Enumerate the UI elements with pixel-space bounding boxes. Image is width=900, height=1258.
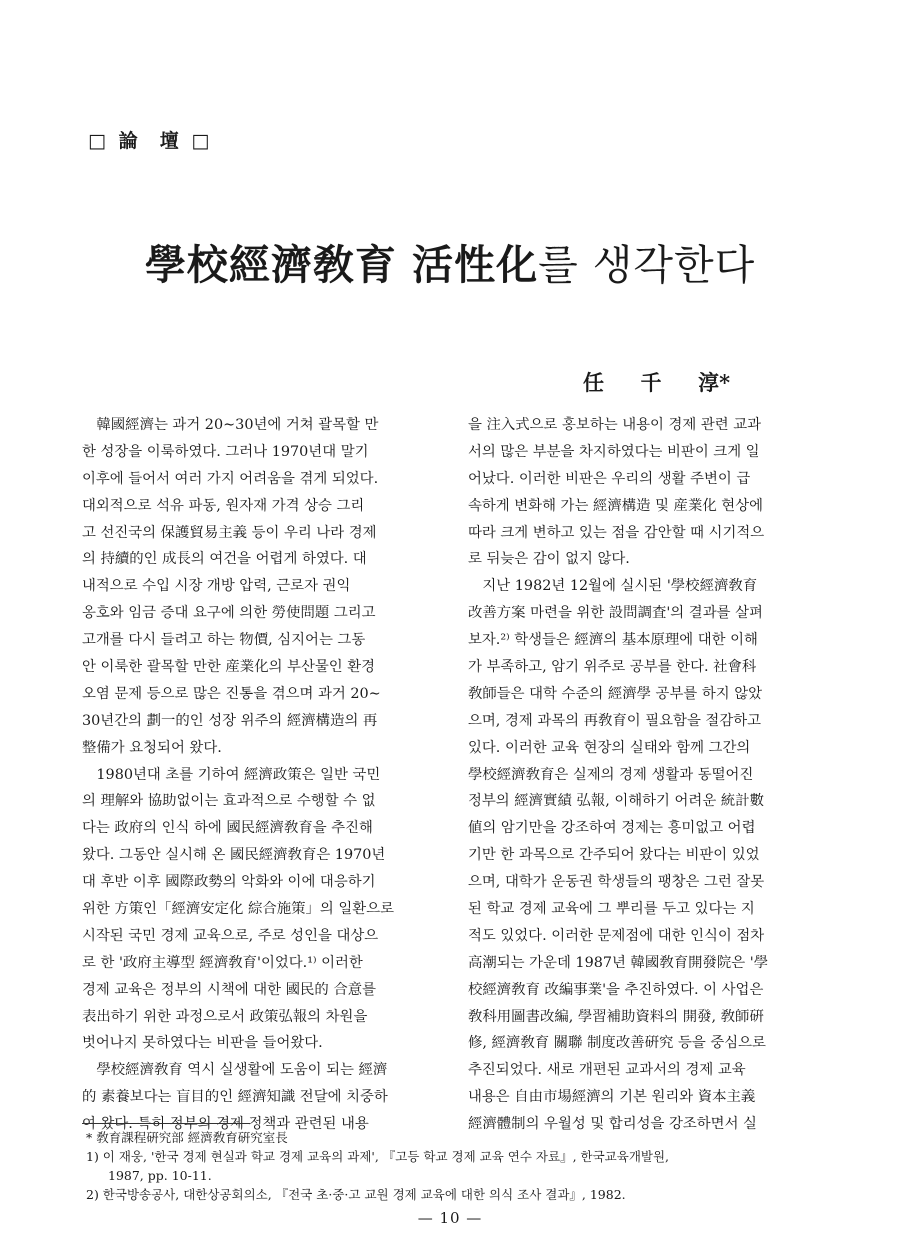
body-text-line: 서의 많은 부분을 차지하였다는 비판이 크게 일 bbox=[468, 443, 760, 460]
body-text-line: 있다. 이러한 교육 현장의 실태와 함께 그간의 bbox=[468, 739, 751, 756]
body-text-line: 경제 교육은 정부의 시책에 대한 國民的 合意를 bbox=[82, 981, 377, 998]
article-title-hanja: 學校經濟敎育 活性化 bbox=[144, 241, 539, 289]
body-text-line: 이후에 들어서 여러 가지 어려움을 겪게 되었다. bbox=[82, 470, 379, 487]
right-column bbox=[468, 412, 824, 1138]
body-text-line: 로 뒤늦은 감이 없지 않다. bbox=[468, 551, 630, 568]
article-title-hangul: 를 생각한다 bbox=[538, 241, 756, 289]
footnote-line: * 敎育課程硏究部 經濟敎育硏究室長 bbox=[86, 1130, 288, 1145]
body-text-line: 지난 1982년 12월에 실시된 '學校經濟敎育 bbox=[482, 578, 758, 595]
body-text-line: 의 理解와 協助없이는 효과적으로 수행할 수 없 bbox=[82, 793, 376, 810]
body-text-line: 내용은 自由市場經濟의 기본 원리와 資本主義 bbox=[468, 1089, 756, 1106]
body-text-line: 改善方案 마련을 위한 設問調査'의 결과를 살펴 bbox=[468, 605, 763, 622]
body-text-line: 적도 있었다. 이러한 문제점에 대한 인식이 점차 bbox=[468, 927, 765, 944]
footnotes bbox=[86, 1128, 846, 1204]
body-text-line: 대외적으로 석유 파동, 원자재 가격 상승 그리 bbox=[82, 497, 365, 514]
body-text-line: 따라 크게 변하고 있는 점을 감안할 때 시기적으 bbox=[468, 524, 765, 541]
body-text-line: 을 注入式으로 홍보하는 내용이 경제 관련 교과 bbox=[468, 417, 762, 433]
body-text-line: 學校經濟敎育은 실제의 경제 생활과 동떨어진 bbox=[468, 766, 754, 783]
body-text-line: 정부의 經濟實績 弘報, 이해하기 어려운 統計數 bbox=[468, 793, 764, 810]
page-number: — 10 — bbox=[417, 1209, 483, 1227]
body-text-line: 로 한 '政府主導型 經濟敎育'이었다.¹⁾ 이러한 bbox=[82, 954, 363, 971]
body-text-line: 어났다. 이러한 비판은 우리의 생활 주변이 급 bbox=[468, 470, 751, 487]
body-text-line: 高潮되는 가운데 1987년 韓國敎育開發院은 '學 bbox=[468, 954, 769, 971]
left-column bbox=[82, 412, 438, 1138]
body-text-line: 시작된 국민 경제 교육으로, 주로 성인을 대상으 bbox=[82, 927, 379, 944]
body-text-line: 보자.²⁾ 학생들은 經濟의 基本原理에 대한 이해 bbox=[468, 632, 758, 649]
footnote-line: 2) 한국방송공사, 대한상공회의소, 『전국 초·중·고 교원 경제 교육에 대한 의식 조사 결과』, 1982. bbox=[86, 1187, 626, 1202]
body-text-line: 整備가 요청되어 왔다. bbox=[82, 739, 222, 756]
footnote-line: 1987, pp. 10-11. bbox=[108, 1168, 212, 1183]
body-text-line: 고개를 다시 들려고 하는 物價, 심지어는 그동 bbox=[82, 632, 366, 649]
body-text-line: 가 부족하고, 암기 위주로 공부를 한다. 社會科 bbox=[468, 659, 757, 676]
body-text-line: 經濟體制의 우월성 및 합리성을 강조하면서 실 bbox=[468, 1116, 757, 1133]
body-text-line: 學校經濟敎育 역시 실생활에 도움이 되는 經濟 bbox=[96, 1062, 388, 1079]
body-text-line: 추진되었다. 새로 개편된 교과서의 경제 교육 bbox=[468, 1062, 746, 1079]
body-text-line: 韓國經濟는 과거 20∼30년에 거쳐 괄목할 만 bbox=[96, 417, 379, 433]
body-text-line: 으며, 경제 과목의 再敎育이 필요함을 절감하고 bbox=[468, 712, 762, 729]
author-name: 任 千 淳* bbox=[583, 370, 731, 395]
body-text-line: 한 성장을 이룩하였다. 그러나 1970년대 말기 bbox=[82, 443, 369, 460]
body-text-line: 敎師들은 대학 수준의 經濟學 공부를 하지 않았 bbox=[468, 685, 763, 702]
body-text-line: 여 왔다. 특히 정부의 경제 정책과 관련된 내용 bbox=[82, 1116, 369, 1133]
body-text-line: 的 素養보다는 盲目的인 經濟知識 전달에 치중하 bbox=[82, 1089, 388, 1106]
body-text-line: 校經濟敎育 改編事業'을 추진하였다. 이 사업은 bbox=[468, 981, 764, 998]
body-text-line: 속하게 변화해 가는 經濟構造 및 産業化 현상에 bbox=[468, 497, 763, 514]
body-text-line: 대 후반 이후 國際政勢의 악화와 이에 대응하기 bbox=[82, 874, 376, 891]
body-text-line: 기만 한 과목으로 간주되어 왔다는 비판이 있었 bbox=[468, 847, 760, 864]
footnote-line: 1) 이 재웅, '한국 경제 현실과 학교 경제 교육의 과제', 『고등 학교 경제 교육 연수 자료』, 한국교육개발원, bbox=[86, 1149, 670, 1164]
body-text-line: 다는 政府의 인식 하에 國民經濟敎育을 추진해 bbox=[82, 820, 373, 837]
body-text-line: 내적으로 수입 시장 개방 압력, 근로자 권익 bbox=[82, 578, 351, 595]
body-text-line: 위한 方策인「經濟安定化 綜合施策」의 일환으로 bbox=[82, 901, 395, 918]
body-text-line: 벗어나지 못하였다는 비판을 들어왔다. bbox=[82, 1035, 323, 1052]
body-text-line: 오염 문제 등으로 많은 진통을 겪으며 과거 20∼ bbox=[82, 685, 381, 702]
body-text-line: 왔다. 그동안 실시해 온 國民經濟敎育은 1970년 bbox=[82, 847, 386, 864]
body-text-line: 옹호와 임금 증대 요구에 의한 勞使問題 그리고 bbox=[82, 605, 376, 622]
body-text-line: 으며, 대학가 운동권 학생들의 팽창은 그런 잘못 bbox=[468, 874, 765, 891]
body-text-line: 修, 經濟敎育 關聯 制度改善硏究 등을 중심으로 bbox=[468, 1035, 766, 1052]
body-text-line: 의 持續的인 成長의 여건을 어렵게 하였다. 대 bbox=[82, 551, 367, 568]
body-text-line: 된 학교 경제 교육에 그 뿌리를 두고 있다는 지 bbox=[468, 901, 755, 918]
article-title bbox=[0, 232, 900, 291]
body-text-line: 안 이룩한 괄목할 만한 産業化의 부산물인 환경 bbox=[82, 659, 376, 676]
body-text-line: 表出하기 위한 과정으로서 政策弘報의 차원을 bbox=[82, 1008, 368, 1025]
section-tag: □ 論 壇 □ bbox=[88, 130, 213, 152]
body-text-line: 1980년대 초를 기하여 經濟政策은 일반 국민 bbox=[96, 766, 381, 783]
body-text-line: 値의 암기만을 강조하여 경제는 흥미없고 어렵 bbox=[468, 820, 756, 837]
body-text-line: 고 선진국의 保護貿易主義 등이 우리 나라 경제 bbox=[82, 524, 377, 541]
footnote-divider bbox=[82, 1123, 250, 1124]
body-text-line: 敎科用圖書改編, 學習補助資料의 開發, 敎師硏 bbox=[468, 1008, 764, 1025]
body-text-line: 30년간의 劃一的인 성장 위주의 經濟構造의 再 bbox=[82, 712, 378, 729]
